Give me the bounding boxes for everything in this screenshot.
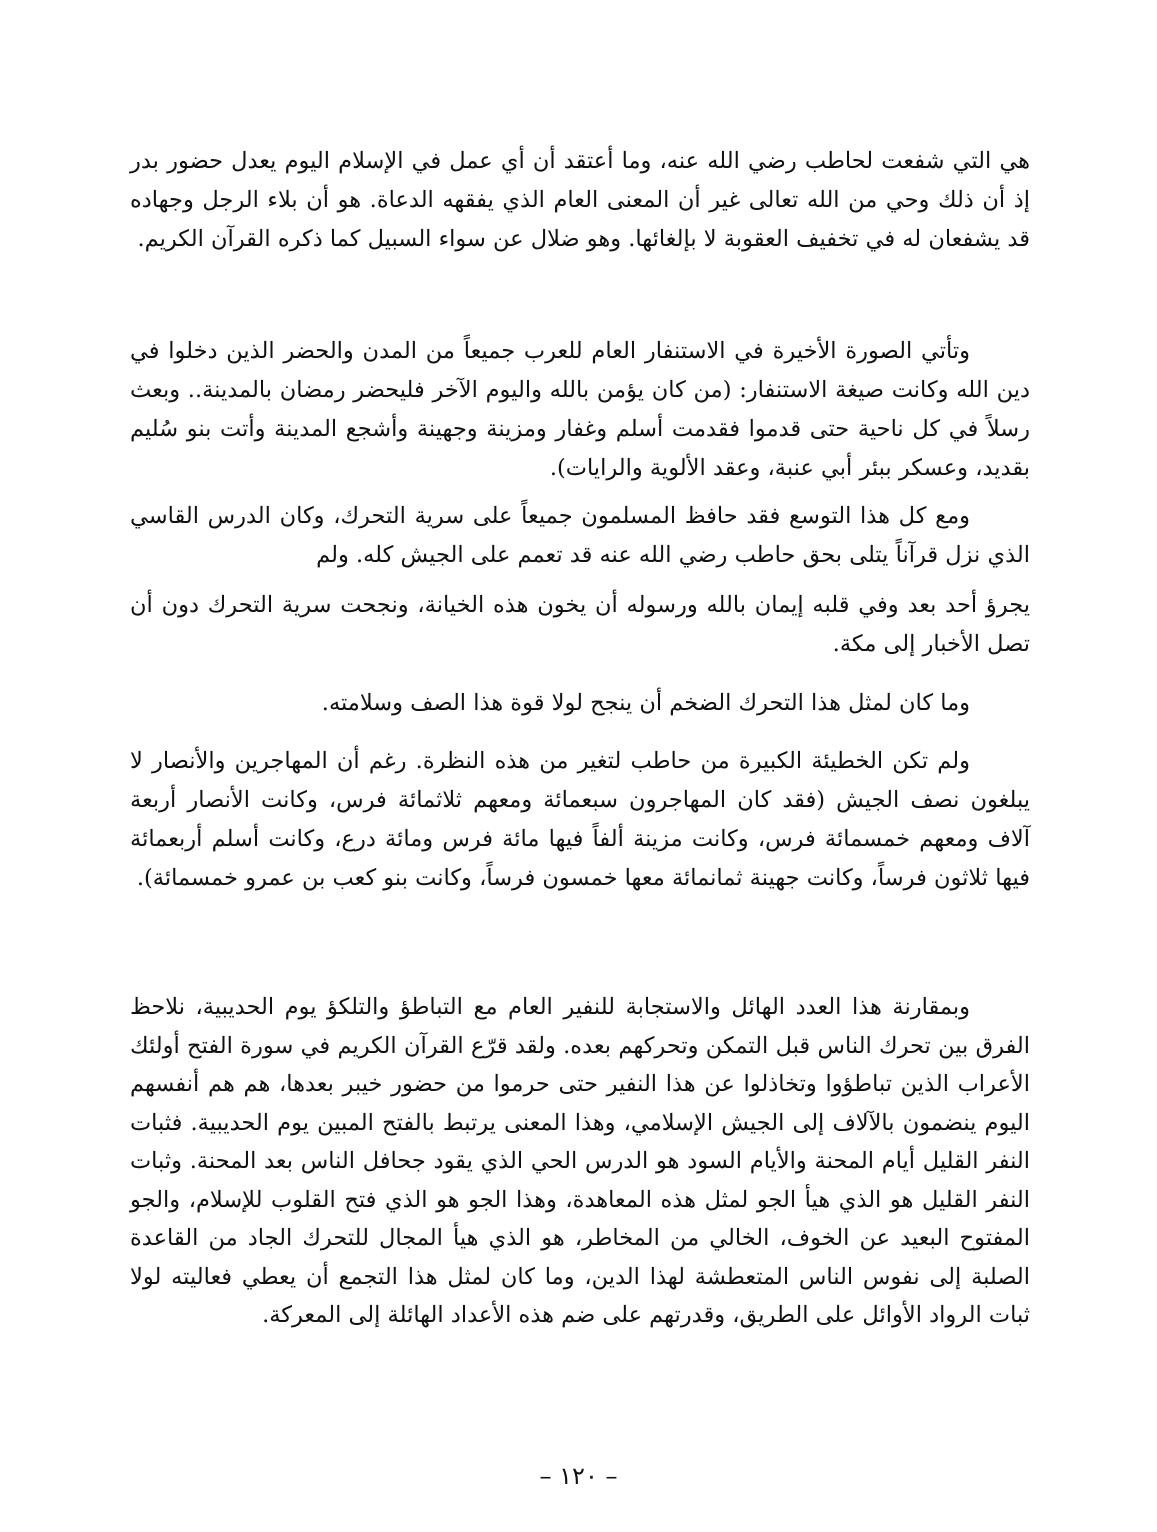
paragraph-2: وتأتي الصورة الأخيرة في الاستنفار العام للعرب جميعاً من المدن والحضر الذين دخلوا في دين الله وكانت صيغة الاستنفار: (من كان يؤمن بالله واليوم الآخر فليحضر رمضان بالمدينة.. وبعث رسلاً في كل ناحية حتى قدموا فقدمت أسلم وغفار ومزينة وجهينة وأشجع المدينة وأتت بنو سُليم بقديد، وعسكر ببئر أبي عنبة، وعقد الألوية والرايات). [130,338,1030,481]
paragraph-1: هي التي شفعت لحاطب رضي الله عنه، وما أعتقد أن أي عمل في الإسلام اليوم يعدل حضور بدر إذ أن ذلك وحي من الله تعالى غير أن المعنى العام الذي يفقهه الدعاة. هو أن بلاء الرجل وجهاده قد يشفعان له في تخفيف العقوبة لا بإلغائها. وهو ضلال عن سواء السبيل كما ذكره القرآن الكريم. [130,148,1030,252]
paragraph-mobilization [130,332,1030,488]
page-number: – ١٢٠ – [539,1462,618,1490]
paragraph-secrecy [130,497,1030,575]
paragraph-secrecy-cont [130,586,1030,664]
paragraph-6: ولم تكن الخطيئة الكبيرة من حاطب لتغير من هذه النظرة. رغم أن المهاجرين والأنصار لا يبلغون نصف الجيش (فقد كان المهاجرون سبعمائة ومعهم ثلاثمائة فرس، وكانت الأنصار أربعة آلاف ومعهم خمسمائة فرس، وكانت مزينة ألفاً فيها مائة فرس ومائة درع، وكانت أسلم أربعمائة فيها ثلاثون فرساً، وكانت جهينة ثمانمائة معها خمسون فرساً، وكانت بنو كعب بن عمرو خمسمائة). [130,748,1030,891]
paragraph-strength [130,684,1030,723]
paragraph-5: وما كان لمثل هذا التحرك الضخم أن ينجح لولا قوة هذا الصف وسلامته. [321,690,970,716]
paragraph-army-numbers [130,742,1030,898]
paragraph-3: ومع كل هذا التوسع فقد حافظ المسلمون جميعاً على سرية التحرك، وكان الدرس القاسي الذي نزل قرآناً يتلى بحق حاطب رضي الله عنه قد تعمم على الجيش كله. ولم [130,503,1030,568]
paragraph-4: يجرؤ أحد بعد وفي قلبه إيمان بالله ورسوله أن يخون هذه الخيانة، ونجحت سرية التحرك دون أن تصل الأخبار إلى مكة. [130,592,1030,657]
paragraph-7: وبمقارنة هذا العدد الهائل والاستجابة للنفير العام مع التباطؤ والتلكؤ يوم الحديبية، نلاحظ الفرق بين تحرك الناس قبل التمكن وتحركهم بعده. ولقد قرّع القرآن الكريم في سورة الفتح أولئك الأعراب الذين تباطؤوا وتخاذلوا عن هذا النفير حتى حرموا من حضور خيبر بعدها، هم هم أنفسهم اليوم ينضمون بالآلاف إلى الجيش الإسلامي، وهذا المعنى يرتبط بالفتح المبين يوم الحديبية. فثبات النفر القليل أيام المحنة والأيام السود هو الدرس الحي الذي يقود جحافل الناس بعد المحنة. وثبات النفر القليل هو الذي هيأ الجو لمثل هذه المعاهدة، وهذا الجو هو الذي فتح القلوب للإسلام، والجو المفتوح البعيد عن الخوف، الخالي من المخاطر، هو الذي هيأ المجال للتحرك الجاد من القاعدة الصلبة إلى نفوس الناس المتعطشة لهذا الدين، وما كان لمثل هذا التجمع أن يعطي فعاليته لولا ثبات الرواد الأوائل على الطريق، وقدرتهم على ضم هذه الأعداد الهائلة إلى المعركة. [130,994,1030,1328]
paragraph-comparison [130,988,1030,1335]
paragraph-continuation [130,142,1030,259]
